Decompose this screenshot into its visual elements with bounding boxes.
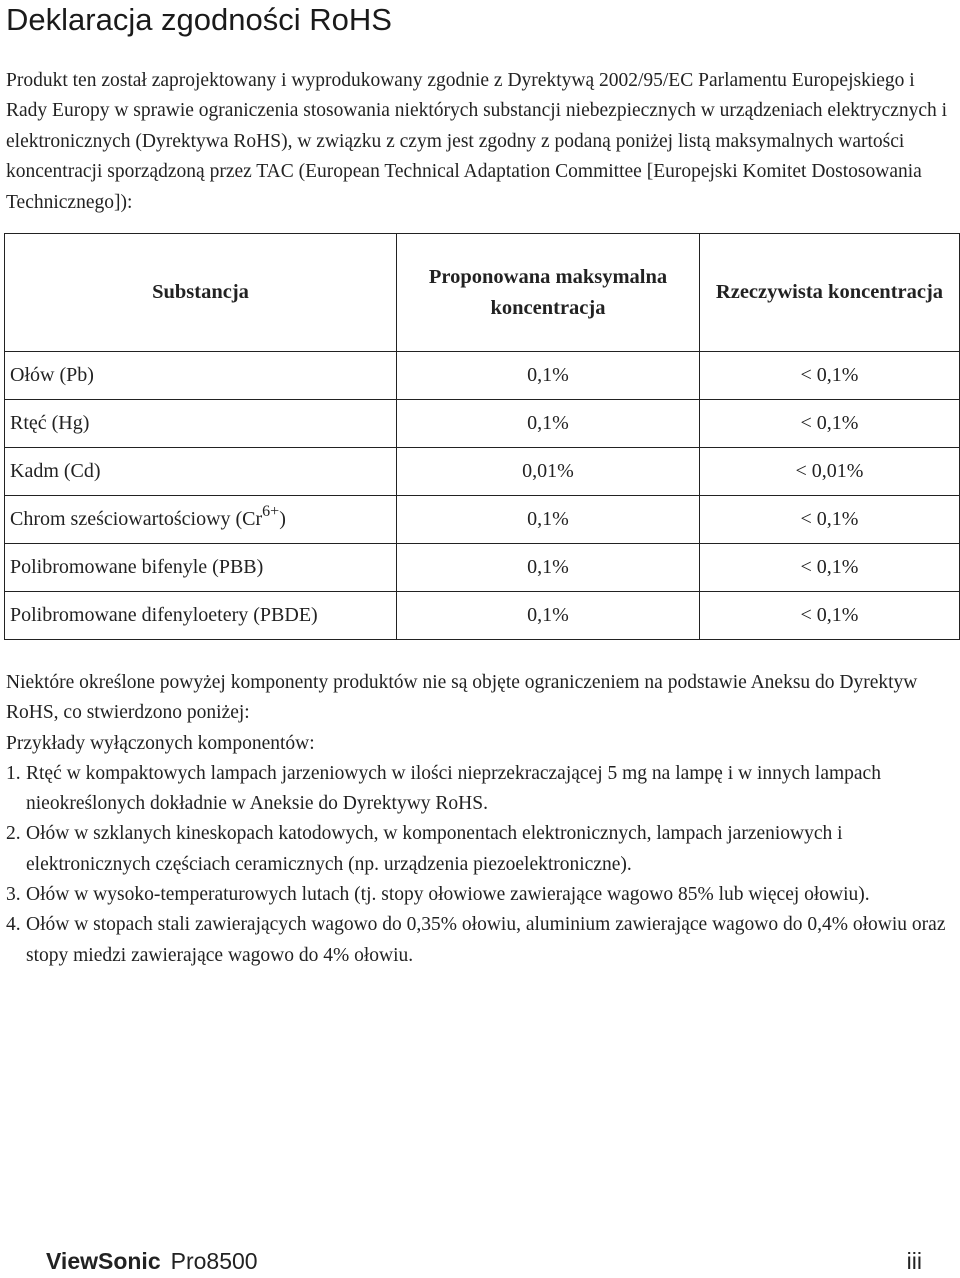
list-text: Ołów w szklanych kineskopach katodowych, w komponentach elektronicznych, lampach jarzeniowych i elektronicznych częściach ceramicznych (np. urządzenia piezoelektroniczne). — [26, 823, 843, 875]
list-number: 3. — [6, 884, 21, 906]
page-title: Deklaracja zgodności RoHS — [6, 2, 392, 37]
actual-concentration-cell: < 0,01% — [700, 448, 960, 496]
substance-cell: Kadm (Cd) — [5, 448, 397, 496]
max-concentration-cell: 0,01% — [397, 448, 700, 496]
header-max-concentration: Proponowana maksymalna koncentracja — [397, 234, 700, 352]
list-item — [6, 910, 954, 971]
intro-paragraph: Produkt ten został zaprojektowany i wyprodukowany zgodnie z Dyrektywą 2002/95/EC Parlamentu Europejskiego i Rady Europy w sprawie ograniczenia stosowania niektórych substancji niebezpiecznych w urządzeniach elektrycznych i elektronicznych (Dyrektywa RoHS), w związku z czym jest zgodny z podaną poniżej listą maksymalnych wartości koncentracji sporządzoną przez TAC (European Technical Adaptation Committee [Europejski Komitet Dostosowania Technicznego]): — [6, 70, 948, 213]
substance-cell: Ołów (Pb) — [5, 352, 397, 400]
table-row — [5, 448, 960, 496]
table-header-row — [5, 234, 960, 352]
exemptions-list — [6, 759, 954, 971]
actual-concentration-cell: < 0,1% — [700, 592, 960, 640]
list-text: Ołów w wysoko-temperaturowych lutach (tj. stopy ołowiowe zawierające wagowo 85% lub więcej ołowiu). — [26, 884, 870, 906]
list-item — [6, 819, 954, 880]
list-item — [6, 880, 954, 910]
substance-cell: Rtęć (Hg) — [5, 400, 397, 448]
substance-cell: Polibromowane difenyloetery (PBDE) — [5, 592, 397, 640]
list-number: 2. — [6, 823, 21, 845]
list-number: 1. — [6, 762, 21, 784]
substance-label: Chrom sześciowartościowy (Cr — [10, 508, 263, 530]
examples-heading: Przykłady wyłączonych komponentów: — [6, 732, 315, 754]
substance-cell — [5, 496, 397, 544]
rohs-table — [4, 233, 960, 640]
actual-concentration-cell: < 0,1% — [700, 544, 960, 592]
table-row — [5, 544, 960, 592]
list-item — [6, 759, 954, 820]
table-row — [5, 592, 960, 640]
table-row — [5, 496, 960, 544]
list-text: Rtęć w kompaktowych lampach jarzeniowych w ilości nieprzekraczającej 5 mg na lampę i w innych lampach nieokreślonych dokładnie w Aneksie do Dyrektywy RoHS. — [26, 762, 881, 815]
footer-model: Pro8500 — [170, 1248, 258, 1274]
actual-concentration-cell: < 0,1% — [700, 352, 960, 400]
max-concentration-cell: 0,1% — [397, 400, 700, 448]
actual-concentration-cell: < 0,1% — [700, 400, 960, 448]
max-concentration-cell: 0,1% — [397, 544, 700, 592]
oxidation-state: 6+ — [262, 503, 280, 520]
substance-label-close: ) — [279, 508, 286, 530]
exemptions-section — [6, 668, 954, 971]
page-number: iii — [906, 1248, 922, 1274]
max-concentration-cell: 0,1% — [397, 496, 700, 544]
header-substance: Substancja — [5, 234, 397, 352]
table-row — [5, 352, 960, 400]
substance-cell: Polibromowane bifenyle (PBB) — [5, 544, 397, 592]
list-number: 4. — [6, 914, 21, 936]
actual-concentration-cell: < 0,1% — [700, 496, 960, 544]
page-footer — [46, 1248, 922, 1278]
list-text: Ołów w stopach stali zawierających wagowo do 0,35% ołowiu, aluminium zawierające wagowo do 0,4% ołowiu oraz stopy miedzi zawierające wagowo do 4% ołowiu. — [26, 914, 946, 966]
exemptions-paragraph: Niektóre określone powyżej komponenty produktów nie są objęte ograniczeniem na podstawie Aneksu do Dyrektyw RoHS, co stwierdzono poniżej: — [6, 672, 918, 724]
header-actual-concentration: Rzeczywista koncentracja — [700, 234, 960, 352]
max-concentration-cell: 0,1% — [397, 352, 700, 400]
max-concentration-cell: 0,1% — [397, 592, 700, 640]
table-row — [5, 400, 960, 448]
footer-brand: ViewSonic — [46, 1248, 161, 1274]
